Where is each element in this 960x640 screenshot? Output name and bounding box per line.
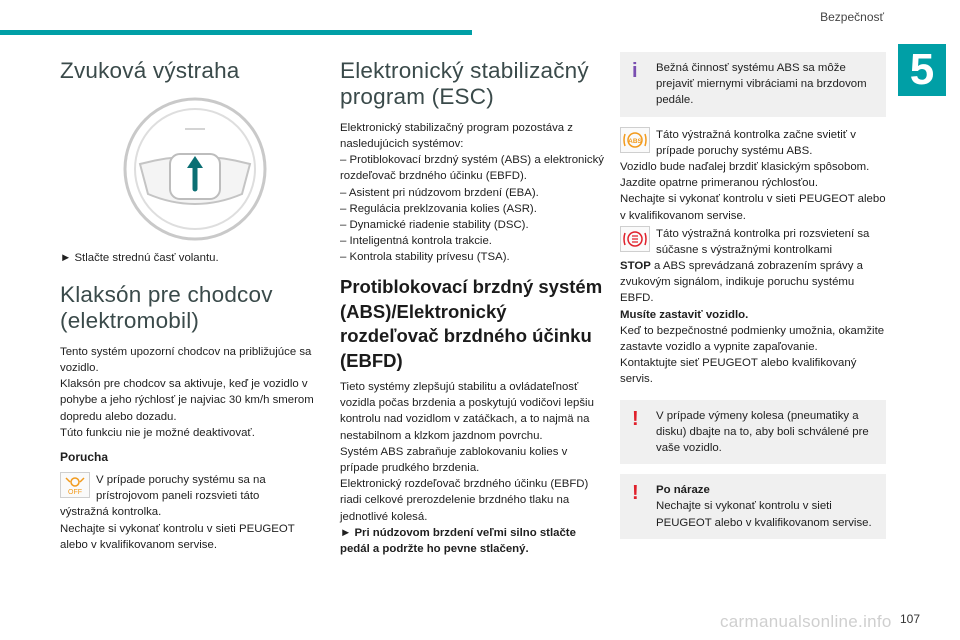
pedestrian-horn-off-warning-icon <box>60 472 90 498</box>
fault-text: výstražná kontrolka. Nechajte si vykonať kontrolu v sieti PEUGEOT alebo v kvalifikovanom servise. <box>60 506 295 551</box>
heading-abs-ebfd: Protiblokovací brzdný systém (ABS)/Elektronický rozdeľovač brzdného účinku (EBFD) <box>340 276 603 371</box>
ebfd-icon-text: Táto výstražná kontrolka pri rozsvietení sa súčasne s výstražnými kontrolkami <box>656 227 870 256</box>
warning-icon: ! <box>632 407 639 430</box>
top-accent-bar <box>0 30 472 35</box>
fault-warning-line <box>60 472 322 504</box>
chapter-number-badge: 5 <box>898 44 946 96</box>
heading-fault: Porucha <box>60 449 109 464</box>
ebfd-fault-text <box>620 258 886 307</box>
fault-icon-text: V prípade poruchy systému sa na prístrojovom paneli rozsvieti táto <box>96 473 266 503</box>
wheel-caption: ► Stlačte strednú časť volantu. <box>60 251 219 264</box>
stop-instructions-text: Keď to bezpečnostné podmienky umožnia, okamžite zastavte vozidlo a vypnite zapaľovanie. Kontaktujte sieť PEUGEOT alebo kvalifikovaný servis. <box>620 324 885 386</box>
section-title: Bezpečnosť <box>820 10 884 24</box>
warning-note-wheel-text: V prípade výmeny kolesa (pneumatiky a disku) dbajte na to, aby boli schválené pre vaše vozidlo. <box>656 409 869 454</box>
abs-warning-line <box>620 127 886 159</box>
heading-pedestrian-horn: Klaksón pre chodcov (elektromobil) <box>60 282 273 333</box>
warning-note-wheel-change <box>620 400 886 465</box>
heading-horn: Zvuková výstraha <box>60 58 240 83</box>
heading-esc: Elektronický stabilizačný program (ESC) <box>340 58 589 109</box>
info-note <box>620 52 886 117</box>
brake-system-warning-icon <box>620 226 650 252</box>
column-left <box>60 52 322 553</box>
steering-wheel-icon <box>110 94 280 244</box>
svg-text:ABS: ABS <box>628 137 642 145</box>
watermark: carmanualsonline.info <box>720 612 892 631</box>
info-note-text: Bežná činnosť systému ABS sa môže prejaviť miernymi vibráciami na brzdovom pedále. <box>656 62 867 107</box>
ebfd-fault-rest: a ABS sprevádzaná zobrazením správy a zvukovým signálom, indikuje poruchu systému EBFD. <box>620 260 863 305</box>
paragraph-pedestrian-horn: Tento systém upozorní chodcov na približujúce sa vozidlo. Klaksón pre chodcov sa aktivuje, keď je vozidlo v pohybe a jeho rýchlosť je najviac 30 km/h smerom dopredu alebo dozadu. Túto funkciu nie je možné deaktivovať. <box>60 345 314 439</box>
ebfd-warning-line <box>620 226 886 258</box>
must-stop-text: Musíte zastaviť vozidlo. <box>620 308 749 321</box>
abs-warning-icon <box>620 127 650 153</box>
page-number: 107 <box>900 612 921 626</box>
warning-note-impact-text: Nechajte si vykonať kontrolu v sieti PEUGEOT alebo v kvalifikovanom servise. <box>656 500 872 529</box>
steering-wheel-illustration <box>110 94 280 244</box>
paragraph-esc: Elektronický stabilizačný program pozostáva z nasledujúcich systémov: – Protiblokovací brzdný systém (ABS) a elektronický rozdeľovač brzdného účinku (EBFD). – Asistent pri núdzovom brzdení (EBA). – Regulácia preklzovania kolies (ASR). – Dynamické riadenie stability (DSC). – Inteligentná kontrola trakcie. – Kontrola stability prívesu (TSA). <box>340 121 604 264</box>
info-icon: i <box>632 60 638 82</box>
paragraph-emergency-braking: ► Pri núdzovom brzdení veľmi silno stlačte pedál a podržte ho pevne stlačený. <box>340 526 576 555</box>
warning-note-after-impact <box>620 474 886 539</box>
column-right <box>620 52 886 539</box>
abs-fault-text: Vozidlo bude naďalej brzdiť klasickým spôsobom. Jazdite opatrne primeranou rýchlosťou. Nechajte si vykonať kontrolu v sieti PEUGEOT alebo v kvalifikovanom servise. <box>620 160 886 222</box>
warning-icon: ! <box>632 482 639 505</box>
warning-note-impact-title: Po náraze <box>656 484 710 497</box>
stop-label: STOP <box>620 260 651 273</box>
svg-text:OFF: OFF <box>68 488 82 496</box>
paragraph-abs: Tieto systémy zlepšujú stabilitu a ovládateľnosť vozidla počas brzdenia a poskytujú vodičovi lepšiu kontrolu nad vozidlom v zatáčkach, a to najmä na nestabilnom a klzkom jazdnom povrchu. Systém ABS zabraňuje zablokovaniu kolies v prípade prudkého brzdenia. Elektronický rozdeľovač brzdného účinku (EBFD) riadi celkové prerozdelenie brzdného tlaku na jednotlivé kolesá. <box>340 381 594 523</box>
column-middle <box>340 52 604 557</box>
abs-icon-text: Táto výstražná kontrolka začne svietiť v prípade poruchy systému ABS. <box>656 128 856 157</box>
